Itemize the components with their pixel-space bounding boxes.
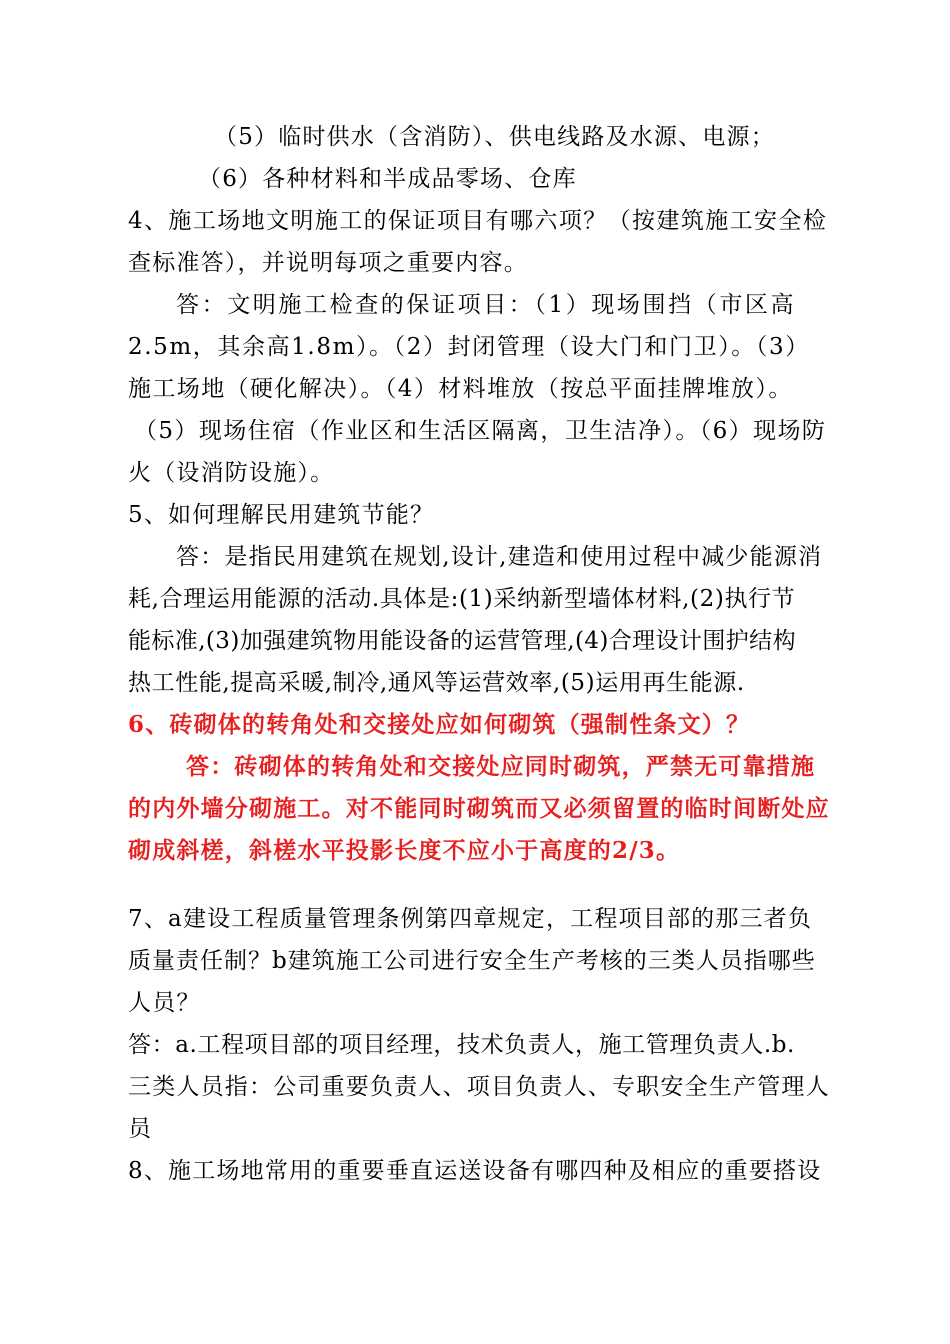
question-4-line-2: 查标准答），并说明每项之重要内容。 [128,250,528,276]
line-item-5: （5）临时供水（含消防）、供电线路及水源、电源； [214,124,775,150]
line-item-6: （6）各种材料和半成品零场、仓库 [198,166,577,192]
question-7-line-3: 人员？ [128,990,201,1016]
answer-7-line-1: 答：a.工程项目部的项目经理，技术负责人，施工管理负责人.b. [128,1032,795,1058]
answer-4-line-4: （5）现场住宿（作业区和生活区隔离，卫生洁净）。（6）现场防 [134,418,827,444]
answer-4-line-5: 火（设消防设施）。 [128,460,335,486]
question-7-line-2: 质量责任制？b建筑施工公司进行安全生产考核的三类人员指哪些 [128,948,816,974]
question-8: 8、施工场地常用的重要垂直运送设备有哪四种及相应的重要搭设 [128,1158,822,1184]
answer-4-line-1: 答：文明施工检查的保证项目：（1）现场围挡（市区高 [176,292,797,318]
answer-6-line-2: 的内外墙分砌施工。对不能同时砌筑而又必须留置的临时间断处应 [128,795,830,822]
question-4-line-1: 4、施工场地文明施工的保证项目有哪六项？（按建筑施工安全检 [128,208,828,234]
question-6: 6、砖砌体的转角处和交接处应如何砌筑（强制性条文）？ [128,711,751,738]
answer-7-line-3: 员 [128,1116,153,1142]
answer-5-line-3: 能标准,(3)加强建筑物用能设备的运营管理,(4)合理设计围护结构 [128,628,796,654]
answer-4-line-2: 2.5m，其余高1.8m）。（2）封闭管理（设大门和门卫）。（3） [128,334,810,360]
answer-5-line-4: 热工性能,提高采暖,制冷,通风等运营效率,(5)运用再生能源. [128,670,745,696]
answer-6-line-1: 答：砖砌体的转角处和交接处应同时砌筑，严禁无可靠措施 [186,753,816,780]
question-5: 5、如何理解民用建筑节能？ [128,502,435,528]
answer-4-line-3: 施工场地（硬化解决）。（4）材料堆放（按总平面挂牌堆放）。 [128,376,793,402]
answer-5-line-2: 耗,合理运用能源的活动.具体是:(1)采纳新型墙体材料,(2)执行节 [128,586,796,612]
answer-5-line-1: 答：是指民用建筑在规划,设计,建造和使用过程中减少能源消 [176,544,823,570]
answer-6-line-3: 砌成斜槎，斜槎水平投影长度不应小于高度的2/3。 [128,837,681,864]
question-7-line-1: 7、a建设工程质量管理条例第四章规定，工程项目部的那三者负 [128,906,813,932]
answer-7-line-2: 三类人员指：公司重要负责人、项目负责人、专职安全生产管理人 [128,1074,830,1100]
